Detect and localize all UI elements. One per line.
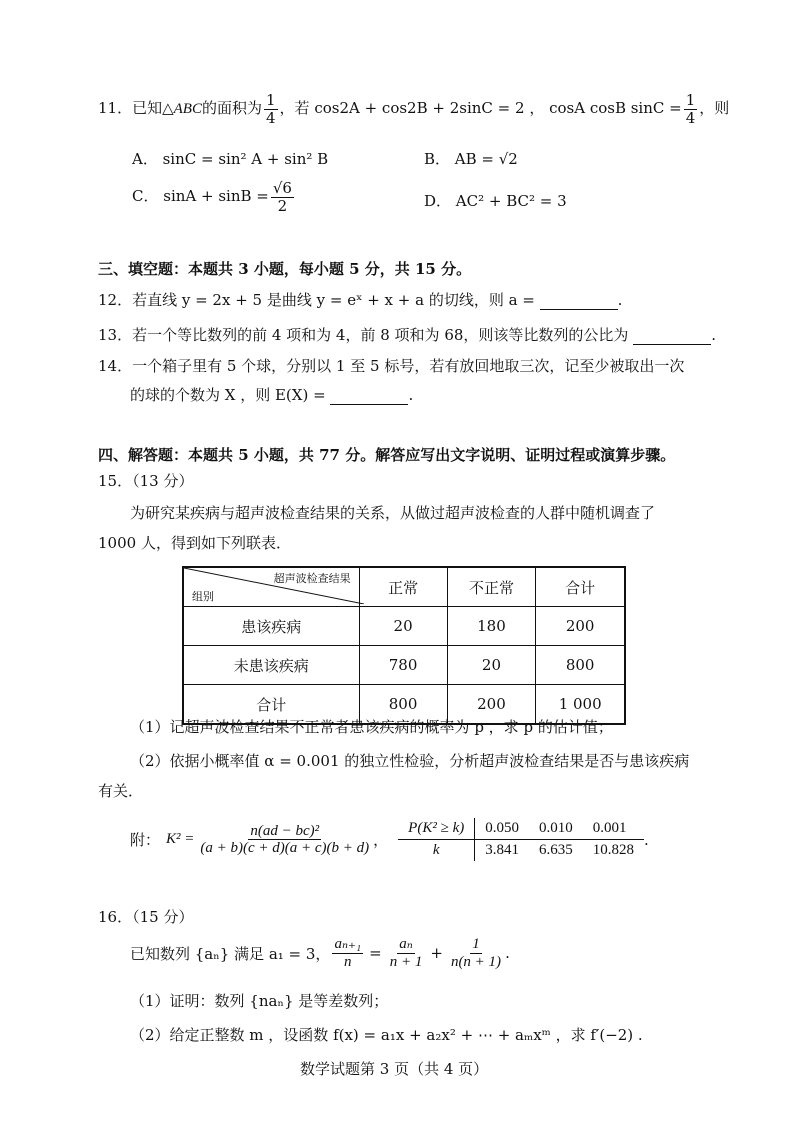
table-cell: 0.050 xyxy=(475,818,529,840)
comma: ， xyxy=(373,831,389,849)
table-cell: 0.001 xyxy=(583,818,644,840)
table-cell: 800 xyxy=(359,685,447,725)
option-b: B． AB = √2 xyxy=(424,150,518,168)
fraction-denominator: n(n + 1) xyxy=(450,953,502,970)
question-15-line1: 为研究某疾病与超声波检查结果的关系，从做过超声波检查的人群中随机调查了 xyxy=(130,504,656,522)
period: . xyxy=(617,291,623,309)
section-3-title: 三、填空题：本题共 3 小题，每小题 5 分，共 15 分。 xyxy=(98,260,472,278)
column-group-label: 超声波检查结果 xyxy=(273,572,351,585)
table-cell: 3.841 xyxy=(485,842,519,858)
table-cell: 6.635 xyxy=(538,842,573,858)
question-11-stem xyxy=(98,92,729,126)
table-cell: 0.010 xyxy=(529,818,583,840)
fraction-numerator: n(ad − bc)² xyxy=(250,822,320,839)
fraction-numerator: aₙ₊₁ xyxy=(334,936,362,952)
row-head: P(K² ≥ k) xyxy=(398,818,475,840)
critical-value-table xyxy=(398,818,644,861)
stem-text: 已知△ xyxy=(132,99,174,117)
fraction-numerator: aₙ xyxy=(399,936,413,952)
row-label: 未患该疾病 xyxy=(183,646,359,685)
option-d: D． AC² + BC² = 3 xyxy=(424,192,567,210)
fraction-numerator: 1 xyxy=(266,91,276,109)
fraction-denominator: 4 xyxy=(266,108,276,127)
row-label: 患该疾病 xyxy=(183,607,359,646)
question-15-head: 15．（13 分） xyxy=(98,472,194,490)
header-cell: 正常 xyxy=(359,567,447,607)
table-cell: 20 xyxy=(447,646,536,685)
question-16-part2: （2）给定正整数 m ，设函数 f(x) = a₁x + a₂x² + ⋯ + aₘxᵐ ，求 f′(−2) . xyxy=(130,1026,643,1044)
row-group-label: 组别 xyxy=(192,590,214,603)
option-c xyxy=(132,180,296,214)
answer-blank xyxy=(540,291,618,310)
question-16-head: 16．（15 分） xyxy=(98,908,194,926)
fraction xyxy=(332,936,363,970)
question-14-line2 xyxy=(130,384,413,405)
fraction-numerator: √6 xyxy=(272,179,292,197)
fraction xyxy=(449,936,503,970)
page-footer: 数学试题第 3 页（共 4 页） xyxy=(300,1060,489,1078)
appendix-label: 附： xyxy=(130,831,161,849)
table-header-row xyxy=(183,567,625,607)
question-14-text: 的球的个数为 X ，则 E(X) = xyxy=(130,386,326,404)
question-16-given xyxy=(130,936,510,970)
fraction-denominator: 4 xyxy=(685,108,696,127)
table-cell: 10.828 xyxy=(592,842,634,858)
table-cell: 200 xyxy=(447,685,536,725)
contingency-table xyxy=(182,566,626,725)
row-head: k xyxy=(398,840,475,862)
option-c-text: C． sinA + sinB = xyxy=(132,187,269,205)
table-row xyxy=(183,646,625,685)
question-14-line1: 14．一个箱子里有 5 个球，分别以 1 至 5 标号，若有放回地取三次，记至少被取出一次 xyxy=(98,357,685,375)
triangle-label: ABC xyxy=(173,101,202,117)
fraction-denominator: 2 xyxy=(277,196,288,215)
answer-blank xyxy=(330,386,408,405)
question-15-part2-line1: （2）依据小概率值 α = 0.001 的独立性检验，分析超声波检查结果是否与患该疾病 xyxy=(130,752,690,770)
question-15-line2: 1000 人，得到如下列联表． xyxy=(98,534,291,552)
question-12-text: 12．若直线 y = 2x + 5 是曲线 y = eˣ + x + a 的切线，则 a = xyxy=(98,291,535,309)
equals: = xyxy=(369,944,382,962)
table-cell: 1 000 xyxy=(536,685,625,725)
diagonal-header-cell xyxy=(183,567,359,607)
fraction-numerator: 1 xyxy=(685,91,696,109)
period: . xyxy=(643,830,649,849)
fraction-denominator: n xyxy=(344,953,352,970)
question-16-part1: （1）证明：数列 {naₙ} 是等差数列； xyxy=(130,992,389,1010)
fraction-numerator: 1 xyxy=(472,936,480,952)
k2-symbol: K² = xyxy=(166,831,195,847)
answer-blank xyxy=(633,326,711,345)
table-row xyxy=(183,607,625,646)
k2-fraction xyxy=(198,823,371,857)
fraction-denominator: n + 1 xyxy=(389,953,423,970)
stem-text: ，则 xyxy=(699,99,730,117)
section-4-title: 四、解答题：本题共 5 小题，共 77 分。解答应写出文字说明、证明过程或演算步骤。 xyxy=(98,446,676,464)
table-cell: 800 xyxy=(536,646,625,685)
question-number: 11． xyxy=(98,99,133,117)
header-cell: 合计 xyxy=(536,567,625,607)
fraction-denominator: (a + b)(c + d)(a + c)(b + d) xyxy=(200,840,370,856)
fraction xyxy=(684,92,698,126)
question-15-part1: （1）记超声波检查结果不正常者患该疾病的概率为 p ，求 p 的估计值； xyxy=(130,718,613,736)
given-text: 已知数列 {aₙ} 满足 a₁ = 3， xyxy=(130,944,331,963)
table-cell: 780 xyxy=(359,646,447,685)
question-13-text: 13．若一个等比数列的前 4 项和为 4，前 8 项和为 68，则该等比数列的公比为 xyxy=(98,326,629,344)
header-cell: 不正常 xyxy=(447,567,536,607)
fraction xyxy=(388,936,425,970)
appendix-formula xyxy=(130,818,649,861)
option-a: A． sinC = sin² A + sin² B xyxy=(132,150,329,168)
condition-text: ，若 cos2A + cos2B + 2sinC = 2 ， cosA cosB sinC = xyxy=(279,99,682,117)
stem-text: 的面积为 xyxy=(201,99,262,117)
period: . xyxy=(505,944,510,962)
period: . xyxy=(408,386,414,404)
fraction xyxy=(264,92,278,126)
critical-row xyxy=(398,840,644,862)
table-cell: 180 xyxy=(447,607,536,646)
row-label: 合计 xyxy=(183,685,359,725)
plus: + xyxy=(430,944,443,962)
fraction xyxy=(271,180,294,214)
period: . xyxy=(711,326,716,344)
question-13 xyxy=(98,324,716,345)
question-15-part2-line2: 有关． xyxy=(98,782,144,800)
table-cell: 200 xyxy=(536,607,625,646)
question-12 xyxy=(98,289,622,310)
table-cell: 20 xyxy=(359,607,447,646)
probability-row xyxy=(398,818,644,840)
